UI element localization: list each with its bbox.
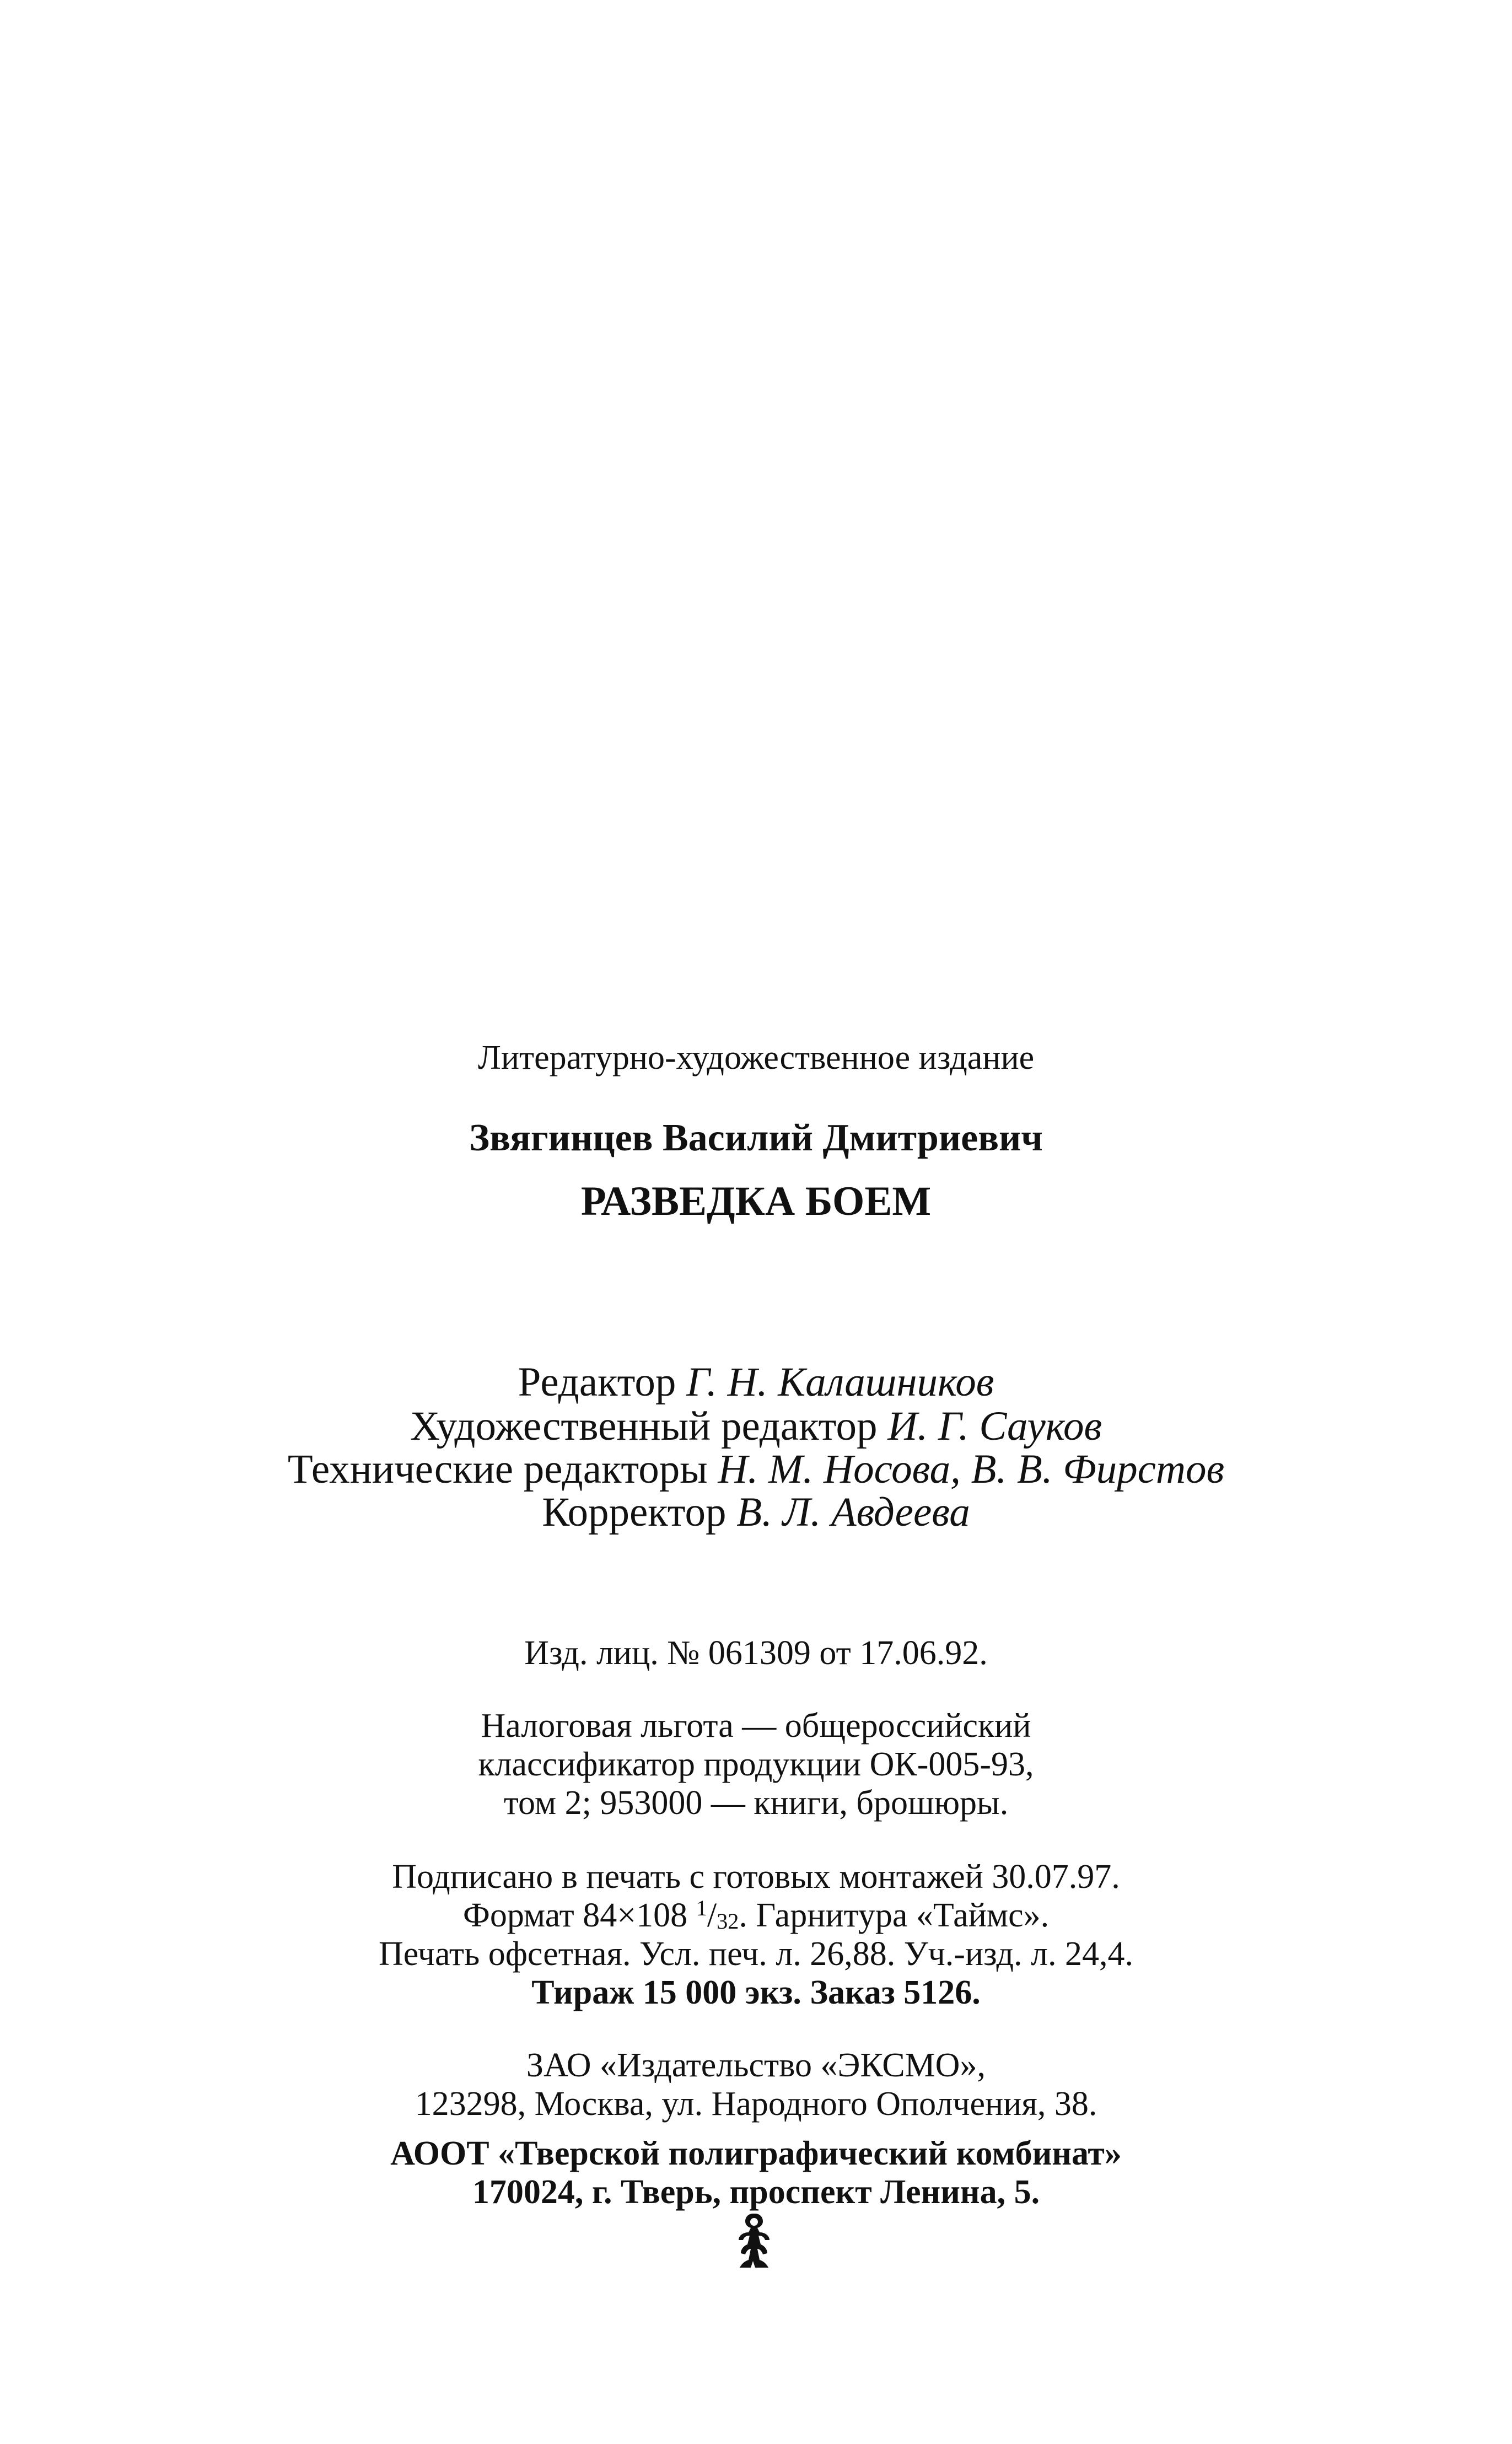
book-title: РАЗВЕДКА БОЕМ <box>580 1178 932 1224</box>
credit-role: Редактор <box>518 1359 676 1405</box>
license-line: Изд. лиц. № 061309 от 17.06.92. <box>524 1634 988 1672</box>
credit-person: Г. Н. Калашников <box>686 1359 994 1405</box>
publisher-address: 123298, Москва, ул. Народного Ополчения, 38. <box>415 2085 1097 2123</box>
credit-proofreader <box>0 1489 1512 1535</box>
credit-role: Художественный редактор <box>410 1403 878 1449</box>
print-format: Формат 84×108 $^1/_{32}$. Гарнитура «Таймс». <box>462 1895 1050 1934</box>
credit-role: Технические редакторы <box>287 1446 708 1492</box>
format-denominator: 32 <box>717 1909 739 1934</box>
print-run: Тираж 15 000 экз. Заказ 5126. <box>531 1974 981 2011</box>
tax-line-1: Налоговая льгота — общероссийский <box>481 1707 1031 1745</box>
credit-tech-editors <box>0 1446 1512 1492</box>
credit-person: И. Г. Сауков <box>887 1403 1102 1449</box>
tax-line-2: классификатор продукции ОК-005-93, <box>478 1746 1034 1783</box>
printer-address: 170024, г. Тверь, проспект Ленина, 5. <box>472 2173 1040 2211</box>
publisher-name: ЗАО «Издательство «ЭКСМО», <box>526 2047 986 2084</box>
credit-person: Н. М. Носова, В. В. Фирстов <box>718 1446 1225 1492</box>
format-suffix: . Гарнитура «Таймс». <box>739 1897 1050 1934</box>
print-signed: Подписано в печать с готовых монтажей 30.07.97. <box>392 1858 1120 1896</box>
printer-emblem-icon <box>727 2210 782 2271</box>
credit-editor <box>0 1361 1512 1403</box>
credit-role: Корректор <box>542 1489 727 1535</box>
print-sheets: Печать офсетная. Усл. печ. л. 26,88. Уч.-изд. л. 24,4. <box>379 1935 1133 1973</box>
author-name: Звягинцев Василий Дмитриевич <box>469 1117 1043 1159</box>
format-numerator: 1 <box>696 1895 707 1920</box>
credit-person: В. Л. Авдеева <box>736 1489 970 1535</box>
tax-line-3: том 2; 953000 — книги, брошюры. <box>503 1784 1009 1822</box>
edition-type: Литературно-художественное издание <box>477 1039 1035 1076</box>
format-prefix: Формат 84×108 <box>462 1897 696 1934</box>
printer-name: АООТ «Тверской полиграфический комбинат» <box>390 2135 1122 2172</box>
credit-art-editor <box>0 1403 1512 1449</box>
